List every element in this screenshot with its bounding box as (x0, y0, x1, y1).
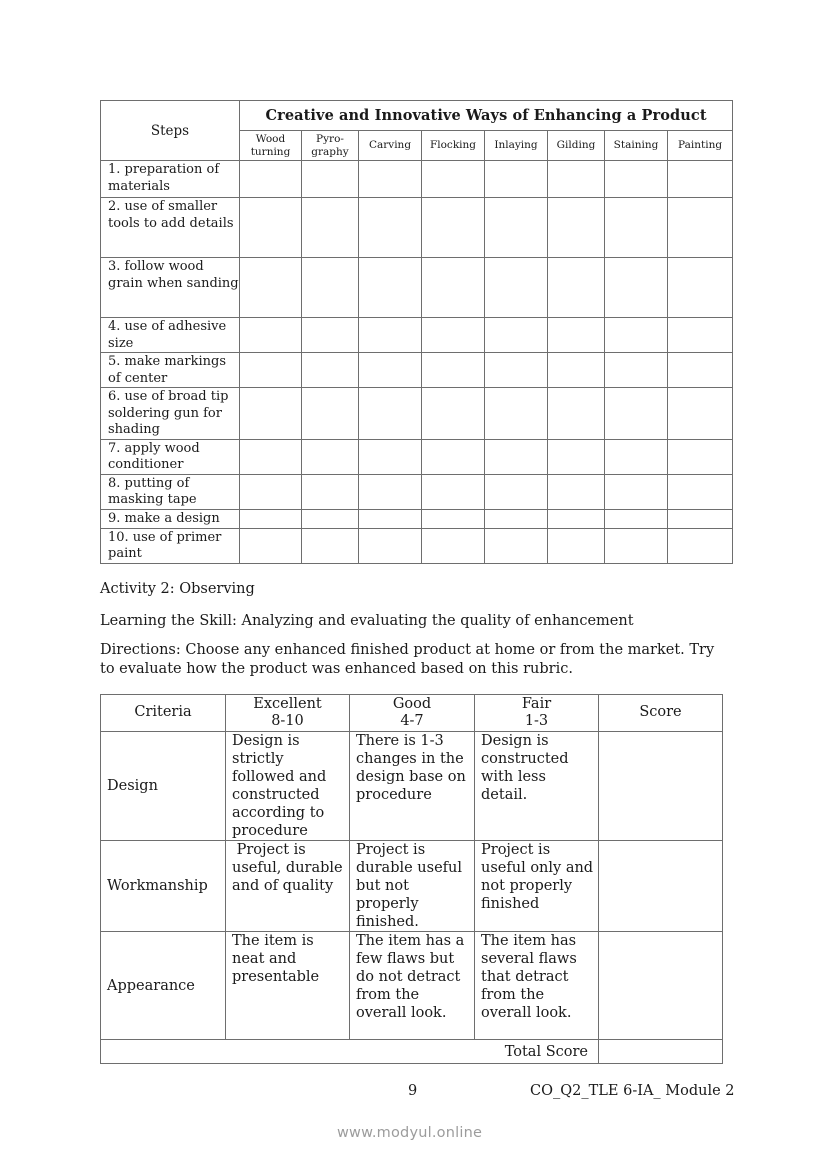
table-row (101, 198, 733, 258)
fair-desc: Design is constructed with less detail. (475, 732, 599, 841)
check-cell[interactable] (668, 258, 733, 318)
step-label: 10. use of primer paint (101, 528, 240, 563)
check-cell[interactable] (605, 161, 668, 198)
check-cell[interactable] (668, 388, 733, 440)
fair-desc: The item has several flaws that detract from the overall look. (475, 932, 599, 1040)
check-cell[interactable] (485, 474, 548, 509)
method-header-inlaying: Inlaying (485, 131, 548, 161)
check-cell[interactable] (240, 474, 302, 509)
check-cell[interactable] (302, 509, 359, 528)
table-row (101, 528, 733, 563)
check-cell[interactable] (485, 161, 548, 198)
watermark: www.modyul.online (337, 1125, 483, 1141)
method-header-staining: Staining (605, 131, 668, 161)
step-label: 2. use of smaller tools to add details (101, 198, 240, 258)
rubric-row-workmanship (101, 841, 723, 932)
check-cell[interactable] (548, 509, 605, 528)
check-cell[interactable] (485, 258, 548, 318)
check-cell[interactable] (240, 388, 302, 440)
check-cell[interactable] (605, 353, 668, 388)
check-cell[interactable] (422, 198, 485, 258)
check-cell[interactable] (668, 528, 733, 563)
check-cell[interactable] (548, 388, 605, 440)
fair-header: Fair 1-3 (475, 695, 599, 732)
check-cell[interactable] (240, 509, 302, 528)
steps-header: Steps (101, 101, 240, 161)
check-cell[interactable] (359, 198, 422, 258)
check-cell[interactable] (485, 528, 548, 563)
check-cell[interactable] (422, 528, 485, 563)
check-cell[interactable] (240, 198, 302, 258)
check-cell[interactable] (605, 509, 668, 528)
score-cell[interactable] (599, 841, 723, 932)
check-cell[interactable] (240, 528, 302, 563)
check-cell[interactable] (359, 258, 422, 318)
rubric-header-row (101, 695, 723, 732)
check-cell[interactable] (605, 388, 668, 440)
criteria-label: Workmanship (101, 841, 226, 932)
method-header-wood-turning: Wood turning (240, 131, 302, 161)
check-cell[interactable] (668, 353, 733, 388)
check-cell[interactable] (548, 161, 605, 198)
fair-desc: Project is useful only and not properly finished (475, 841, 599, 932)
check-cell[interactable] (240, 258, 302, 318)
excellent-header: Excellent 8-10 (226, 695, 350, 732)
check-cell[interactable] (548, 439, 605, 474)
check-cell[interactable] (359, 161, 422, 198)
check-cell[interactable] (302, 439, 359, 474)
method-header-pyrography: Pyro- graphy (302, 131, 359, 161)
check-cell[interactable] (605, 528, 668, 563)
check-cell[interactable] (422, 353, 485, 388)
method-header-flocking: Flocking (422, 131, 485, 161)
check-cell[interactable] (302, 353, 359, 388)
step-label: 1. preparation of materials (101, 161, 240, 198)
check-cell[interactable] (422, 439, 485, 474)
step-label: 9. make a design (101, 509, 240, 528)
check-cell[interactable] (302, 388, 359, 440)
check-cell[interactable] (548, 528, 605, 563)
check-cell[interactable] (302, 258, 359, 318)
check-cell[interactable] (359, 439, 422, 474)
check-cell[interactable] (668, 198, 733, 258)
step-label: 7. apply wood conditioner (101, 439, 240, 474)
rubric-total-row (101, 1040, 723, 1064)
check-cell[interactable] (485, 318, 548, 353)
check-cell[interactable] (605, 198, 668, 258)
excellent-desc: The item is neat and presentable (226, 932, 350, 1040)
step-label: 6. use of broad tip soldering gun for shading (101, 388, 240, 440)
table-row (101, 258, 733, 318)
total-score-cell[interactable] (599, 1040, 723, 1064)
check-cell[interactable] (302, 198, 359, 258)
check-cell[interactable] (422, 258, 485, 318)
step-label: 4. use of adhesive size (101, 318, 240, 353)
rubric-row-appearance (101, 932, 723, 1040)
check-cell[interactable] (302, 318, 359, 353)
check-cell[interactable] (548, 353, 605, 388)
check-cell[interactable] (668, 318, 733, 353)
method-header-gilding: Gilding (548, 131, 605, 161)
check-cell[interactable] (422, 161, 485, 198)
check-cell[interactable] (359, 509, 422, 528)
check-cell[interactable] (548, 198, 605, 258)
check-cell[interactable] (485, 353, 548, 388)
criteria-label: Design (101, 732, 226, 841)
check-cell[interactable] (359, 388, 422, 440)
check-cell[interactable] (240, 161, 302, 198)
check-cell[interactable] (548, 318, 605, 353)
good-header: Good 4-7 (350, 695, 475, 732)
excellent-desc: Project is useful, durable and of quality (226, 841, 350, 932)
score-cell[interactable] (599, 732, 723, 841)
check-cell[interactable] (302, 474, 359, 509)
enhancement-methods-table (100, 100, 733, 564)
good-desc: The item has a few flaws but do not detract from the overall look. (350, 932, 475, 1040)
skill-text: Learning the Skill: Analyzing and evaluating the quality of enhancement (100, 613, 634, 629)
check-cell[interactable] (422, 474, 485, 509)
table-row (101, 388, 733, 440)
table-row (101, 353, 733, 388)
check-cell[interactable] (422, 509, 485, 528)
method-header-carving: Carving (359, 131, 422, 161)
table-row (101, 509, 733, 528)
criteria-label: Appearance (101, 932, 226, 1040)
check-cell[interactable] (240, 318, 302, 353)
page-number: 9 (408, 1083, 418, 1099)
check-cell[interactable] (485, 439, 548, 474)
good-desc: Project is durable useful but not properly finished. (350, 841, 475, 932)
directions-text: Directions: Choose any enhanced finished product at home or from the market. Try to evaluate how the product was enhanced based on this rubric. (100, 642, 715, 677)
criteria-header: Criteria (101, 695, 226, 732)
check-cell[interactable] (359, 474, 422, 509)
score-cell[interactable] (599, 932, 723, 1040)
step-label: 3. follow wood grain when sanding (101, 258, 240, 318)
table-row (101, 439, 733, 474)
check-cell[interactable] (668, 161, 733, 198)
check-cell[interactable] (422, 318, 485, 353)
table-row (101, 318, 733, 353)
check-cell[interactable] (359, 318, 422, 353)
check-cell[interactable] (548, 258, 605, 318)
check-cell[interactable] (605, 318, 668, 353)
module-code: CO_Q2_TLE 6-IA_ Module 2 (530, 1083, 735, 1099)
rubric-table (100, 694, 723, 1064)
check-cell[interactable] (485, 198, 548, 258)
step-label: 5. make markings of center (101, 353, 240, 388)
check-cell[interactable] (302, 528, 359, 563)
table-row (101, 161, 733, 198)
table-row (101, 474, 733, 509)
check-cell[interactable] (668, 439, 733, 474)
step-label: 8. putting of masking tape (101, 474, 240, 509)
check-cell[interactable] (359, 353, 422, 388)
check-cell[interactable] (359, 528, 422, 563)
method-header-painting: Painting (668, 131, 733, 161)
score-header: Score (599, 695, 723, 732)
check-cell[interactable] (240, 353, 302, 388)
check-cell[interactable] (668, 509, 733, 528)
activity-title: Activity 2: Observing (100, 581, 255, 597)
good-desc: There is 1-3 changes in the design base on procedure (350, 732, 475, 841)
total-score-label: Total Score (101, 1040, 599, 1064)
table-title: Creative and Innovative Ways of Enhancing a Product (240, 101, 733, 131)
check-cell[interactable] (605, 439, 668, 474)
check-cell[interactable] (240, 439, 302, 474)
check-cell[interactable] (485, 509, 548, 528)
check-cell[interactable] (605, 258, 668, 318)
check-cell[interactable] (485, 388, 548, 440)
check-cell[interactable] (668, 474, 733, 509)
rubric-row-design (101, 732, 723, 841)
check-cell[interactable] (422, 388, 485, 440)
check-cell[interactable] (302, 161, 359, 198)
check-cell[interactable] (605, 474, 668, 509)
excellent-desc: Design is strictly followed and constructed according to procedure (226, 732, 350, 841)
check-cell[interactable] (548, 474, 605, 509)
